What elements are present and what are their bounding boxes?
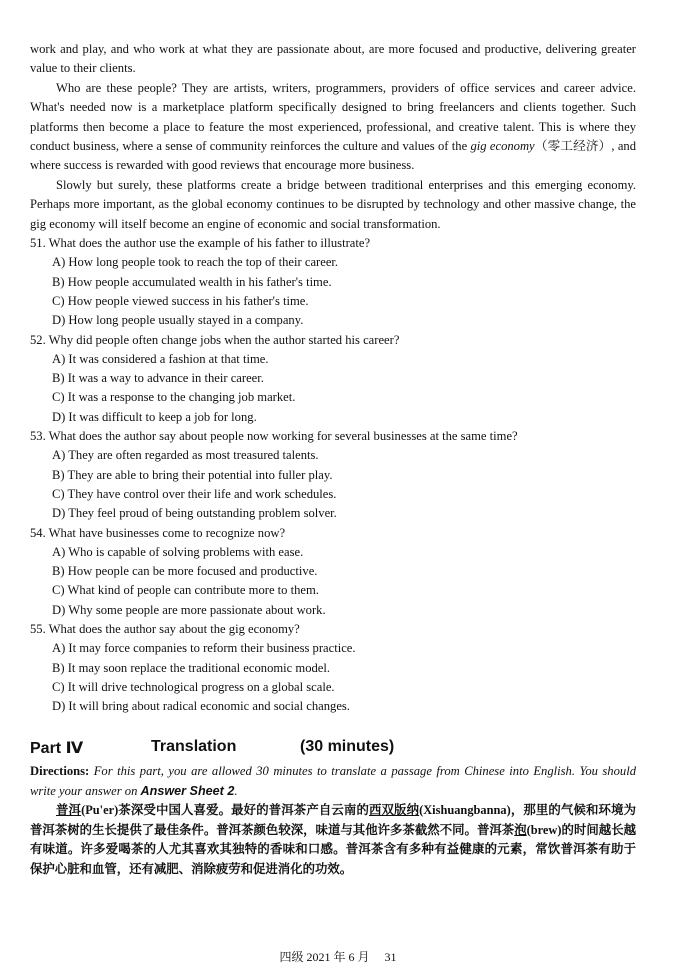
question-53 — [30, 427, 636, 523]
gig-economy-chinese-gloss: （零工经济） — [534, 139, 612, 154]
answer-option: A) It was considered a fashion at that time. — [52, 351, 269, 366]
answer-option: D) It was difficult to keep a job for long. — [52, 409, 257, 424]
answer-option: C) How people viewed success in his father's time. — [52, 293, 309, 308]
question-55 — [30, 620, 636, 716]
answer-option: B) It may soon replace the traditional economic model. — [52, 660, 331, 675]
answer-option: C) What kind of people can contribute more to them. — [52, 583, 319, 598]
question-stem: 54. What have businesses come to recognize now? — [30, 525, 286, 540]
answer-option: D) How long people usually stayed in a company. — [52, 313, 304, 328]
passage-paragraph-2: Who are these people? They are artists, writers, programmers, providers of office services and career advice. What's needed now is a marketplace platform specifically designed to bring freelancers and clients together. Such platforms then become a place to feature the most experienced, professional, and creative talent. This is where they conduct business, where a sense of community reinforces the culture and values of the gig economy（零工经济）, and where success is rewarded with good reviews that encourage more business. — [30, 80, 637, 173]
gig-economy-term: gig economy — [470, 139, 535, 154]
underlined-term: 西双版纳 — [368, 803, 420, 818]
directions: Directions: For this part, you are allowed 30 minutes to translate a passage from Chinese into English. You should write your answer on Answer Sheet 2. — [30, 764, 636, 798]
section-heading — [30, 738, 636, 762]
page-footer — [0, 948, 676, 965]
answer-sheet-label: Answer Sheet 2 — [140, 783, 235, 798]
answer-option: D) It will bring about radical economic and social changes. — [52, 699, 350, 714]
answer-option: C) It will drive technological progress on a global scale. — [52, 679, 335, 694]
question-stem: 53. What does the author say about people now working for several businesses at the same time? — [30, 429, 518, 444]
answer-option: C) They have control over their life and work schedules. — [52, 486, 337, 501]
passage-paragraph-1: work and play, and who work at what they are passionate about, are more focused and productive, delivering greater value to their clients. — [30, 42, 636, 76]
answer-option: B) It was a way to advance in their career. — [52, 371, 264, 386]
question-stem: 51. What does the author use the example of his father to illustrate? — [30, 236, 371, 251]
answer-option: A) How long people took to reach the top of their career. — [52, 255, 339, 270]
question-stem: 55. What does the author say about the gig economy? — [30, 622, 300, 636]
page-number: 31 — [384, 950, 397, 964]
answer-option: C) It was a response to the changing job market. — [52, 390, 296, 405]
question-54 — [30, 524, 636, 620]
section-title: Translation — [151, 738, 237, 756]
answer-option: D) They feel proud of being outstanding problem solver. — [52, 506, 337, 521]
answer-option: D) Why some people are more passionate about work. — [52, 602, 326, 617]
passage-paragraph-3: Slowly but surely, these platforms create a bridge between traditional enterprises and this emerging economy. Perhaps more important, as the global economy continues to be disrupted by technology and other massive change, the gig economy will itself become an engine of economic and social transformation. — [30, 177, 636, 231]
part-label: Part Ⅳ — [30, 740, 84, 758]
exam-page — [30, 40, 636, 879]
answer-option: A) They are often regarded as most treasured talents. — [52, 448, 319, 463]
question-51 — [30, 234, 636, 330]
answer-option: B) They are able to bring their potential into fuller play. — [52, 467, 333, 482]
question-stem: 52. Why did people often change jobs when the author started his career? — [30, 332, 400, 347]
translation-passage: 普洱(Pu'er)茶深受中国人喜爱。最好的普洱茶产自云南的西双版纳(Xishuangbanna)，那里的气候和环境为普洱茶树的生长提供了最佳条件。普洱茶颜色较深，味道与其他许多茶截然不同。普洱茶泡(brew)的时间越长越有味道。许多爱喝茶的人尤其喜欢其独特的香味和口感。普洱茶含有多种有益健康的元素，常饮普洱茶有助于保护心脏和血管，还有减肥、消除疲劳和促进消化的功效。 — [30, 803, 637, 876]
underlined-term: 泡 — [514, 822, 527, 837]
answer-option: A) Who is capable of solving problems with ease. — [52, 544, 304, 559]
directions-label: Directions: — [30, 764, 90, 779]
answer-option: B) How people can be more focused and productive. — [52, 564, 318, 579]
section-duration: (30 minutes) — [300, 738, 395, 756]
underlined-term: 普洱 — [56, 803, 82, 818]
answer-option: A) It may force companies to reform their business practice. — [52, 641, 356, 656]
answer-option: B) How people accumulated wealth in his father's time. — [52, 274, 332, 289]
question-52 — [30, 331, 636, 427]
exam-label: 四级 2021 年 6 月 — [279, 950, 370, 964]
